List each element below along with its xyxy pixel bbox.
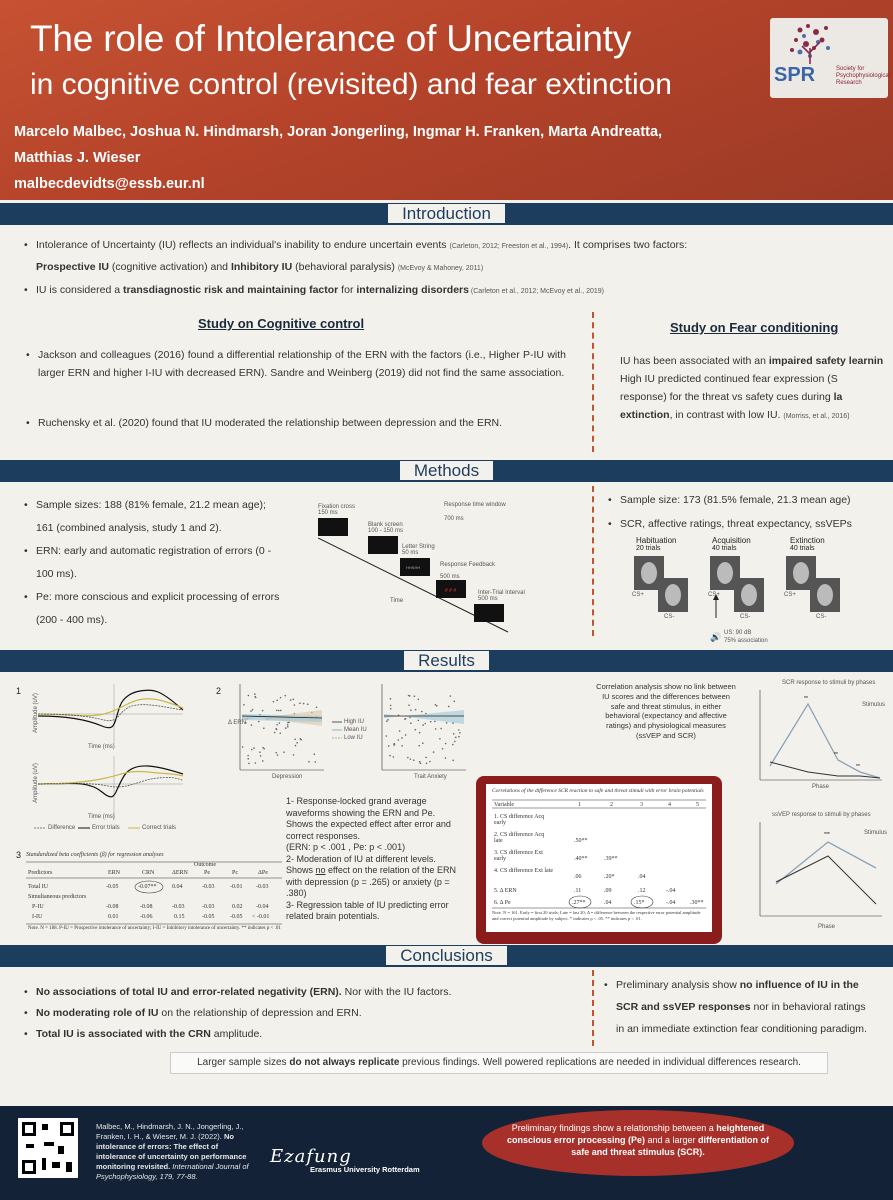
spr-logo: [770, 18, 891, 98]
scatter-point: [251, 749, 253, 751]
scatter-point: [453, 701, 455, 703]
svg-text:🔊: 🔊: [710, 632, 722, 642]
scatter-point: [442, 748, 444, 750]
introduction-band: [0, 203, 893, 225]
scatter-point: [263, 748, 265, 750]
scatter-point: [413, 759, 415, 761]
methods-bullet-pe: • Pe: more conscious and explicit processing of errors (200 - 400 ms).: [36, 586, 286, 632]
scatter-point: [295, 745, 297, 747]
conclusions-divider: [592, 970, 594, 1046]
logo-subtext: Society for Psychophysiological Research: [836, 66, 891, 86]
regression-table: Standardized beta coefficients (β) for regression analyses Outcome Predictors ERN CRN ΔERN Pe Pc ΔPe Total IU -0.05 -0.07** 0.04 -0.03 -0.01 -0.03 Simultaneous predictors P-IU -0.08 -0.08 -0.03 -0.03 0.02 -0.04 I-IU 0.01 -0.06 0.15 -0.05 -0.05 < -0.01 Note. N = 188. P-IU = Prospective intolerance of uncertainty; I-IU = Inhibitory intolerance of uncertainty. ** indicates p < .01: [26, 852, 281, 931]
scatter-point: [276, 729, 278, 731]
scatter-point: [422, 724, 424, 726]
scatter-point: [296, 742, 298, 744]
results-heading: Results: [404, 651, 489, 670]
scatter-point: [276, 724, 278, 726]
poster-title-line2: in cognitive control (revisited) and fear extinction: [30, 68, 672, 101]
intro-bullet-1-line2: Prospective IU (cognitive activation) and Inhibitory IU (behavioral paralysis) (McEvoy & Mahoney, 2011): [36, 261, 484, 273]
results-band: [0, 650, 893, 672]
scatter-point: [414, 695, 416, 697]
scatter-point: [242, 746, 244, 748]
scatter-point: [454, 741, 456, 743]
scatter-point: [401, 737, 403, 739]
scatter-point: [407, 757, 409, 759]
scatter-point: [404, 718, 406, 720]
scatter-point: [424, 723, 426, 725]
poster-header: [0, 0, 893, 200]
intro-bullet-2: • IU is considered a transdiagnostic risk and maintaining factor for internalizing disorders (Carleton et al., 2012; McEvoy et al., 2019): [36, 281, 876, 301]
scatter-point: [410, 758, 412, 760]
figure-erp-waveforms: Time (ms) Time (ms) Amplitude (uV) Amplitude (uV) Difference Error trials Correct trials: [28, 680, 188, 830]
scatter-point: [308, 761, 310, 763]
erasmus-logo: Ezafung Erasmus University Rotterdam: [270, 1146, 420, 1174]
scatter-point: [287, 724, 289, 726]
methods-heading: Methods: [400, 461, 493, 480]
scatter-point: [408, 704, 410, 706]
scatter-point: [287, 726, 289, 728]
scatter-point: [290, 699, 292, 701]
methods-bullet-ern: • ERN: early and automatic registration of errors (0 - 100 ms).: [36, 540, 286, 586]
correlation-table: Correlations of the difference SCR reaction to safe and threat stimuli with error brain potentials Variable 1 2 3 4 5 1. CS difference Acq early 2. CS difference Acq late .50** 3. CS difference Ext early .40** .39** 4. CS difference Ext late .06 .20* .04 5. Δ ERN .11 .09 .12 -.04 6. Δ Pe .27** .04 .15* -.04 .30** Note. N = 161. Early = first 20 trials; Late = last 20; Δ = difference between the respective error potential amplitude and correct potential amplitude by subject. * indicates p < .05. ** indicates p < .01.: [492, 788, 704, 921]
scatter-point: [459, 732, 461, 734]
legend-error: Error trials: [92, 825, 120, 831]
scatter-point: [280, 697, 282, 699]
footer-citation: Malbec, M., Hindmarsh, J. N., Jongerling, J., Franken, I. H., & Wieser, M. J. (2022). No intolerance of errors: The effect of intolerance of uncertainty on performance monitoring revisited. International Journal of Psychophysiology, 179, 77-88.: [96, 1122, 249, 1181]
scatter-point: [453, 733, 455, 735]
svg-text:***: ***: [824, 832, 830, 838]
scatter-point: [247, 758, 249, 760]
scatter-point: [252, 709, 254, 711]
study-cognitive-p1: • Jackson and colleagues (2016) found a differential relationship of the ERN with the factors (i.e., Higher P-IU with larger ERN and higher I-IU with decreased ERN). Sandre and Weinberg (2019) did not find the same association.: [38, 346, 566, 382]
scatter-point: [262, 710, 264, 712]
scatter-point: [292, 699, 294, 701]
scatter-point: [445, 743, 447, 745]
intro-bullet-1: • Intolerance of Uncertainty (IU) reflects an individual's inability to endure uncertain events (Carleton, 2012; Freeston et al., 1994). It comprises two factors:: [36, 236, 876, 256]
scatter-point: [390, 698, 392, 700]
conditioning-paradigm: Habituation 20 trials Acquisition 40 trials Extinction 40 trials 🔊 CS+ CS- CS+ CS- CS+ CS- US: 90 dB 75% association: [630, 534, 870, 646]
scatter-point: [313, 753, 315, 755]
scatter-point: [418, 698, 420, 700]
scatter-point: [279, 732, 281, 734]
study-cognitive-heading: Study on Cognitive control: [198, 316, 365, 331]
scatter-point: [300, 739, 302, 741]
scatter-point: [408, 695, 410, 697]
scatter-point: [410, 722, 412, 724]
authors-line2: Matthias J. Wieser: [14, 150, 141, 166]
scatter-point: [254, 762, 256, 764]
scatter-point: [435, 728, 437, 730]
scatter-point: [386, 735, 388, 737]
scatter-point: [425, 757, 427, 759]
scatter-point: [294, 738, 296, 740]
scatter-point: [284, 695, 286, 697]
legend-difference: Difference: [48, 825, 76, 831]
scatter-point: [415, 709, 417, 711]
svg-text:HHSHH: HHSHH: [406, 565, 421, 570]
scatter-point: [247, 755, 249, 757]
scatter-point: [421, 711, 423, 713]
scatter-point: [316, 706, 318, 708]
svg-text:**: **: [856, 764, 860, 770]
scatter-point: [436, 705, 438, 707]
scatter-point: [314, 761, 316, 763]
methods-divider: [592, 486, 594, 636]
authors-line1: Marcelo Malbec, Joshua N. Hindmarsh, Joran Jongerling, Ingmar H. Franken, Marta Andreatta,: [14, 124, 663, 140]
scatter-point: [259, 751, 261, 753]
results-description: 1- Response-locked grand average waveforms showing the ERN and Pe. Shows the expected effect after error and correct responses. (ERN: p < .001 , Pe: p < .001) 2- Moderation of IU at different levels. Shows no effect on the relation of the ERN with depression (p = .265) or anxiety (p = .380) 3- Regression table of IU predicting error related brain potentials.: [286, 796, 456, 921]
svg-text:# # #: # # #: [445, 588, 457, 594]
fig1-label: 1: [16, 686, 22, 696]
scatter-point: [426, 762, 428, 764]
conclusions-left: • No associations of total IU and error-related negativity (ERN). Nor with the IU factors. • No moderating role of IU on the relationship of depression and ERN. • Total IU is associated with the CRN amplitude.: [36, 982, 576, 1045]
scatter-point: [452, 760, 454, 762]
scatter-point: [435, 704, 437, 706]
study-cognitive-p2: • Ruchensky et al. (2020) found that IU moderated the relationship between depression and the ERN.: [38, 414, 566, 432]
scatter-point: [458, 729, 460, 731]
scatter-point: [458, 736, 460, 738]
scatter-point: [294, 704, 296, 706]
scatter-point: [307, 703, 309, 705]
study-fear-heading: Study on Fear conditioning: [670, 320, 839, 335]
scatter-point: [433, 751, 435, 753]
conclusions-heading: Conclusions: [386, 946, 507, 965]
logo-text: SPR: [774, 64, 816, 86]
scatter-point: [274, 732, 276, 734]
scatter-point: [275, 752, 277, 754]
key-finding-pill: Preliminary findings show a relationship between a heightened conscious error processing (Pe) and a larger differentiation of safe and threat stimulus (SCR).: [482, 1110, 794, 1176]
scr-line-chart: SCR response to stimuli by phases ** ** ** Phase Stimulus: [742, 678, 892, 798]
scatter-point: [415, 729, 417, 731]
scatter-point: [452, 744, 454, 746]
scatter-point: [293, 754, 295, 756]
scatter-point: [254, 693, 256, 695]
scatter-point: [419, 732, 421, 734]
methods-right-bullets: [620, 488, 890, 536]
tree-dots-icon: [770, 18, 888, 68]
scatter-point: [283, 751, 285, 753]
methods-right-sample: • Sample size: 173 (81.5% female, 21.3 mean age): [620, 488, 890, 512]
scatter-point: [448, 706, 450, 708]
scatter-point: [387, 719, 389, 721]
scatter-point: [299, 702, 301, 704]
scatter-point: [393, 744, 395, 746]
scatter-point: [260, 755, 262, 757]
scatter-point: [450, 695, 452, 697]
scatter-point: [445, 757, 447, 759]
scatter-point: [278, 710, 280, 712]
scatter-point: [303, 703, 305, 705]
scatter-point: [434, 721, 436, 723]
scatter-point: [420, 763, 422, 765]
poster-title-line1: The role of Intolerance of Uncertainty: [30, 18, 632, 59]
scatter-point: [401, 745, 403, 747]
scatter-point: [287, 722, 289, 724]
introduction-heading: Introduction: [388, 204, 505, 223]
methods-bullet-sample: • Sample sizes: 188 (81% female, 21.2 mean age); 161 (combined analysis, study 1 and 2).: [36, 494, 286, 540]
scatter-point: [250, 710, 252, 712]
scatter-point: [273, 701, 275, 703]
qr-code-icon[interactable]: [18, 1118, 78, 1178]
scatter-point: [418, 745, 420, 747]
scatter-point: [248, 695, 250, 697]
scatter-point: [439, 738, 441, 740]
conclusions-right: • Preliminary analysis show no influence of IU in the SCR and ssVEP responses nor in behavioral ratings in an immediate extinction fear conditioning paradigm.: [616, 974, 876, 1040]
scatter-point: [277, 754, 279, 756]
scatter-point: [417, 720, 419, 722]
scatter-point: [386, 720, 388, 722]
scatter-point: [278, 722, 280, 724]
scatter-point: [263, 727, 265, 729]
scatter-point: [251, 724, 253, 726]
methods-left-bullets: [36, 494, 286, 632]
scatter-point: [455, 737, 457, 739]
scatter-point: [285, 727, 287, 729]
figure-moderation-scatter: High IU Mean IU Low IU Depression Trait Anxiety Δ ERN: [232, 680, 472, 784]
scatter-point: [422, 742, 424, 744]
scatter-point: [390, 708, 392, 710]
study-fear-p1: • IU has been associated with an impaired safety learnin High IU predicted continued fear expression (S response) for the threat vs safety cues during la extinction, in contrast with low IU. (Morriss, et al., 2016): [620, 352, 893, 426]
methods-band: [0, 460, 893, 482]
scatter-point: [405, 734, 407, 736]
ssvep-line-chart: ssVEP response to stimuli by phases *** Phase Stimulus: [772, 812, 888, 930]
scatter-point: [253, 747, 255, 749]
intro-divider: [592, 312, 594, 452]
scatter-point: [276, 700, 278, 702]
scatter-point: [262, 760, 264, 762]
conclusions-band: [0, 945, 893, 967]
legend-high-iu: High IU: [344, 719, 365, 725]
author-email: malbecdevidts@essb.eur.nl: [14, 176, 205, 192]
scatter-point: [440, 728, 442, 730]
correlation-table-box: [476, 776, 722, 944]
scatter-point: [398, 739, 400, 741]
scatter-point: [393, 756, 395, 758]
scatter-point: [390, 705, 392, 707]
fig2-label: 2: [216, 686, 222, 696]
scatter-point: [255, 697, 257, 699]
scatter-point: [388, 745, 390, 747]
scatter-point: [429, 761, 431, 763]
scatter-point: [419, 761, 421, 763]
svg-text:**: **: [834, 752, 838, 758]
methods-right-measures: • SCR, affective ratings, threat expectancy, ssVEPs: [620, 512, 890, 536]
scatter-point: [258, 721, 260, 723]
scatter-point: [430, 721, 432, 723]
scatter-point: [248, 763, 250, 765]
fig3-label: 3: [16, 850, 22, 860]
scatter-point: [389, 755, 391, 757]
scatter-point: [276, 709, 278, 711]
scatter-point: [446, 722, 448, 724]
correlation-text: Correlation analysis show no link between IU scores and the differences between safe and threat stimulus, in either behavioral (expectancy and affective ratings) and physiological measures (ssVEP and SCR): [596, 682, 736, 740]
scatter-point: [243, 704, 245, 706]
scatter-point: [280, 710, 282, 712]
legend-mean-iu: Mean IU: [344, 727, 367, 733]
trial-diagram: # # # HHSHH Fixation cross 150 ms Blank screen 100 - 150 ms Letter String 50 ms Response time window 700 ms Response Feedback 500 ms Inter-Trial Interval 500 ms Time: [318, 502, 538, 642]
scatter-point: [410, 709, 412, 711]
svg-text:**: **: [804, 696, 808, 702]
legend-low-iu: Low IU: [344, 735, 363, 741]
scatter-point: [399, 730, 401, 732]
legend-correct: Correct trials: [142, 825, 177, 831]
replication-note: Larger sample sizes do not always replicate previous findings. Well powered replications are needed in individual differences research.: [170, 1052, 828, 1074]
